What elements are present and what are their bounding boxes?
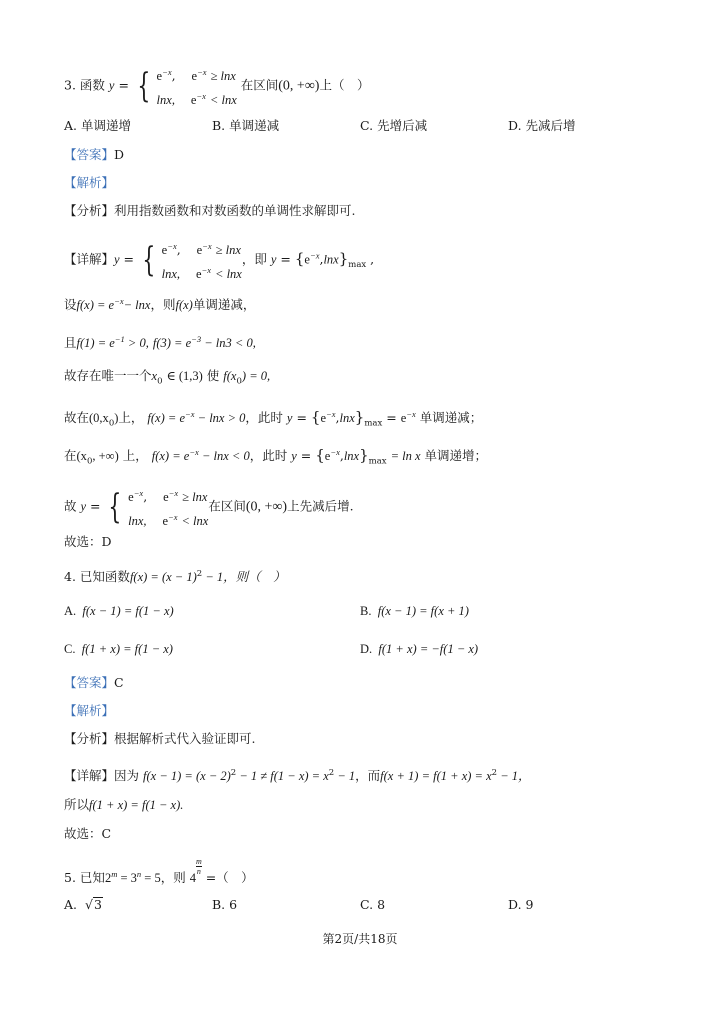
q3-answer: 【答案】D: [64, 147, 125, 162]
q5-option-b: B. 6: [212, 897, 238, 912]
q4-option-b: B. f(x − 1) = f(x + 1): [360, 604, 469, 618]
q5-option-d: D. 9: [508, 897, 534, 912]
q5-stem: 5. 已知$2^m = 3^n = 5$，则 4 $\frac{m}{n}$ =（ ）: [64, 857, 254, 885]
q4-fenxi: 【分析】根据解析式代入验证即可.: [64, 731, 256, 746]
brace-icon: {: [137, 66, 151, 107]
brace-icon: {: [108, 487, 122, 528]
q4-analysis-tag: 【解析】: [64, 703, 115, 718]
q4-choose: 故选：C: [64, 826, 112, 841]
q3-line-exist: 故存在唯一一个$x_0$ ∈ (1,3) 使 $f(x_0) = 0$,: [64, 368, 271, 387]
q3-choose: 故选：D: [64, 534, 112, 549]
q3-option-d: D. 先减后增: [508, 118, 576, 133]
q4-option-d: D. f(1 + x) = −f(1 − x): [360, 642, 479, 656]
q3-interval-text: 在区间: [240, 77, 279, 93]
q5-option-a: A. √3: [64, 897, 102, 912]
q4-option-a: A. f(x − 1) = f(1 − x): [64, 604, 174, 618]
q3-interval: (0, +∞): [278, 78, 320, 94]
q3-piecewise: $e^{-x}$, $e^{-x} \ge \ln x$ lnx, $e^{-x} < \ln x$: [156, 67, 237, 108]
q3-detail: 【详解】y = { $e^{-x}$, $e^{-x} \ge \ln x$ lnx, $e^{-x} < \ln x$ ，即 $y = \{e^{-x},\ln x\}_{max}$ ,: [64, 240, 375, 282]
q3-line-set: 设$f(x) = e^{-x}- \ln x$，则f(x)单调递减，: [64, 296, 256, 313]
q3-prefix: 函数: [79, 77, 105, 93]
page-footer: 第2页/共18页: [322, 932, 398, 946]
brace-icon: {: [142, 240, 156, 281]
q3-line-a: 故在$(0,x_0)$上， $f(x) = e^{-x} - \ln x > 0$，此时 $y = \{e^{-x},\ln x\}_{max} = e^{-x}$ 单调递减；: [64, 408, 483, 429]
q4-option-c: C. f(1 + x) = f(1 − x): [64, 642, 173, 656]
q3-suffix: 上（ ）: [319, 77, 370, 93]
q4-stem: 4. 已知函数$f(x) = (x - 1)^2 - 1$，则（ ）: [64, 569, 286, 585]
q3-option-a: A. 单调递增: [64, 118, 132, 133]
q3-option-c: C. 先增后减: [360, 118, 428, 133]
q3-line-and: 且$f(1) = e^{-1} > 0$, $f(3) = e^{-3} - \ln 3 < 0$,: [64, 334, 256, 351]
q3-option-b: B. 单调递减: [212, 118, 280, 133]
q3-fenxi: 【分析】利用指数函数和对数函数的单调性求解即可.: [64, 203, 356, 218]
q3-stem: 3. 函数 y = { $e^{-x}$, $e^{-x} \ge \ln x$ lnx, $e^{-x} < \ln x$ 在区间(0, +∞)上（ ）: [64, 62, 369, 110]
q4-detail: 【详解】因为 $f(x - 1) = (x - 2)^2 - 1 \ne f(1 - x) = x^2 - 1$，而$f(x + 1) = f(1 + x) = x^2 - 1$，: [64, 768, 531, 784]
q4-answer: 【答案】C: [64, 675, 124, 690]
q3-line-b: 在($x_0$, +∞) 上， $f(x) = e^{-x} - \ln x < 0$，此时 $y = \{e^{-x},\ln x\}_{max} = \ln x$ 单调递增；: [64, 446, 488, 467]
sqrt-icon: √: [84, 897, 93, 912]
q3-number: 3.: [64, 77, 76, 93]
q3-line-c: 故 y = { $e^{-x}$, $e^{-x} \ge \ln x$ lnx, $e^{-x} < \ln x$ 在区间(0, +∞)上先减后增.: [64, 487, 354, 529]
q5-option-c: C. 8: [360, 897, 386, 912]
q4-so: 所以f(1 + x) = f(1 − x).: [64, 797, 184, 812]
q3-analysis-tag: 【解析】: [64, 175, 115, 190]
